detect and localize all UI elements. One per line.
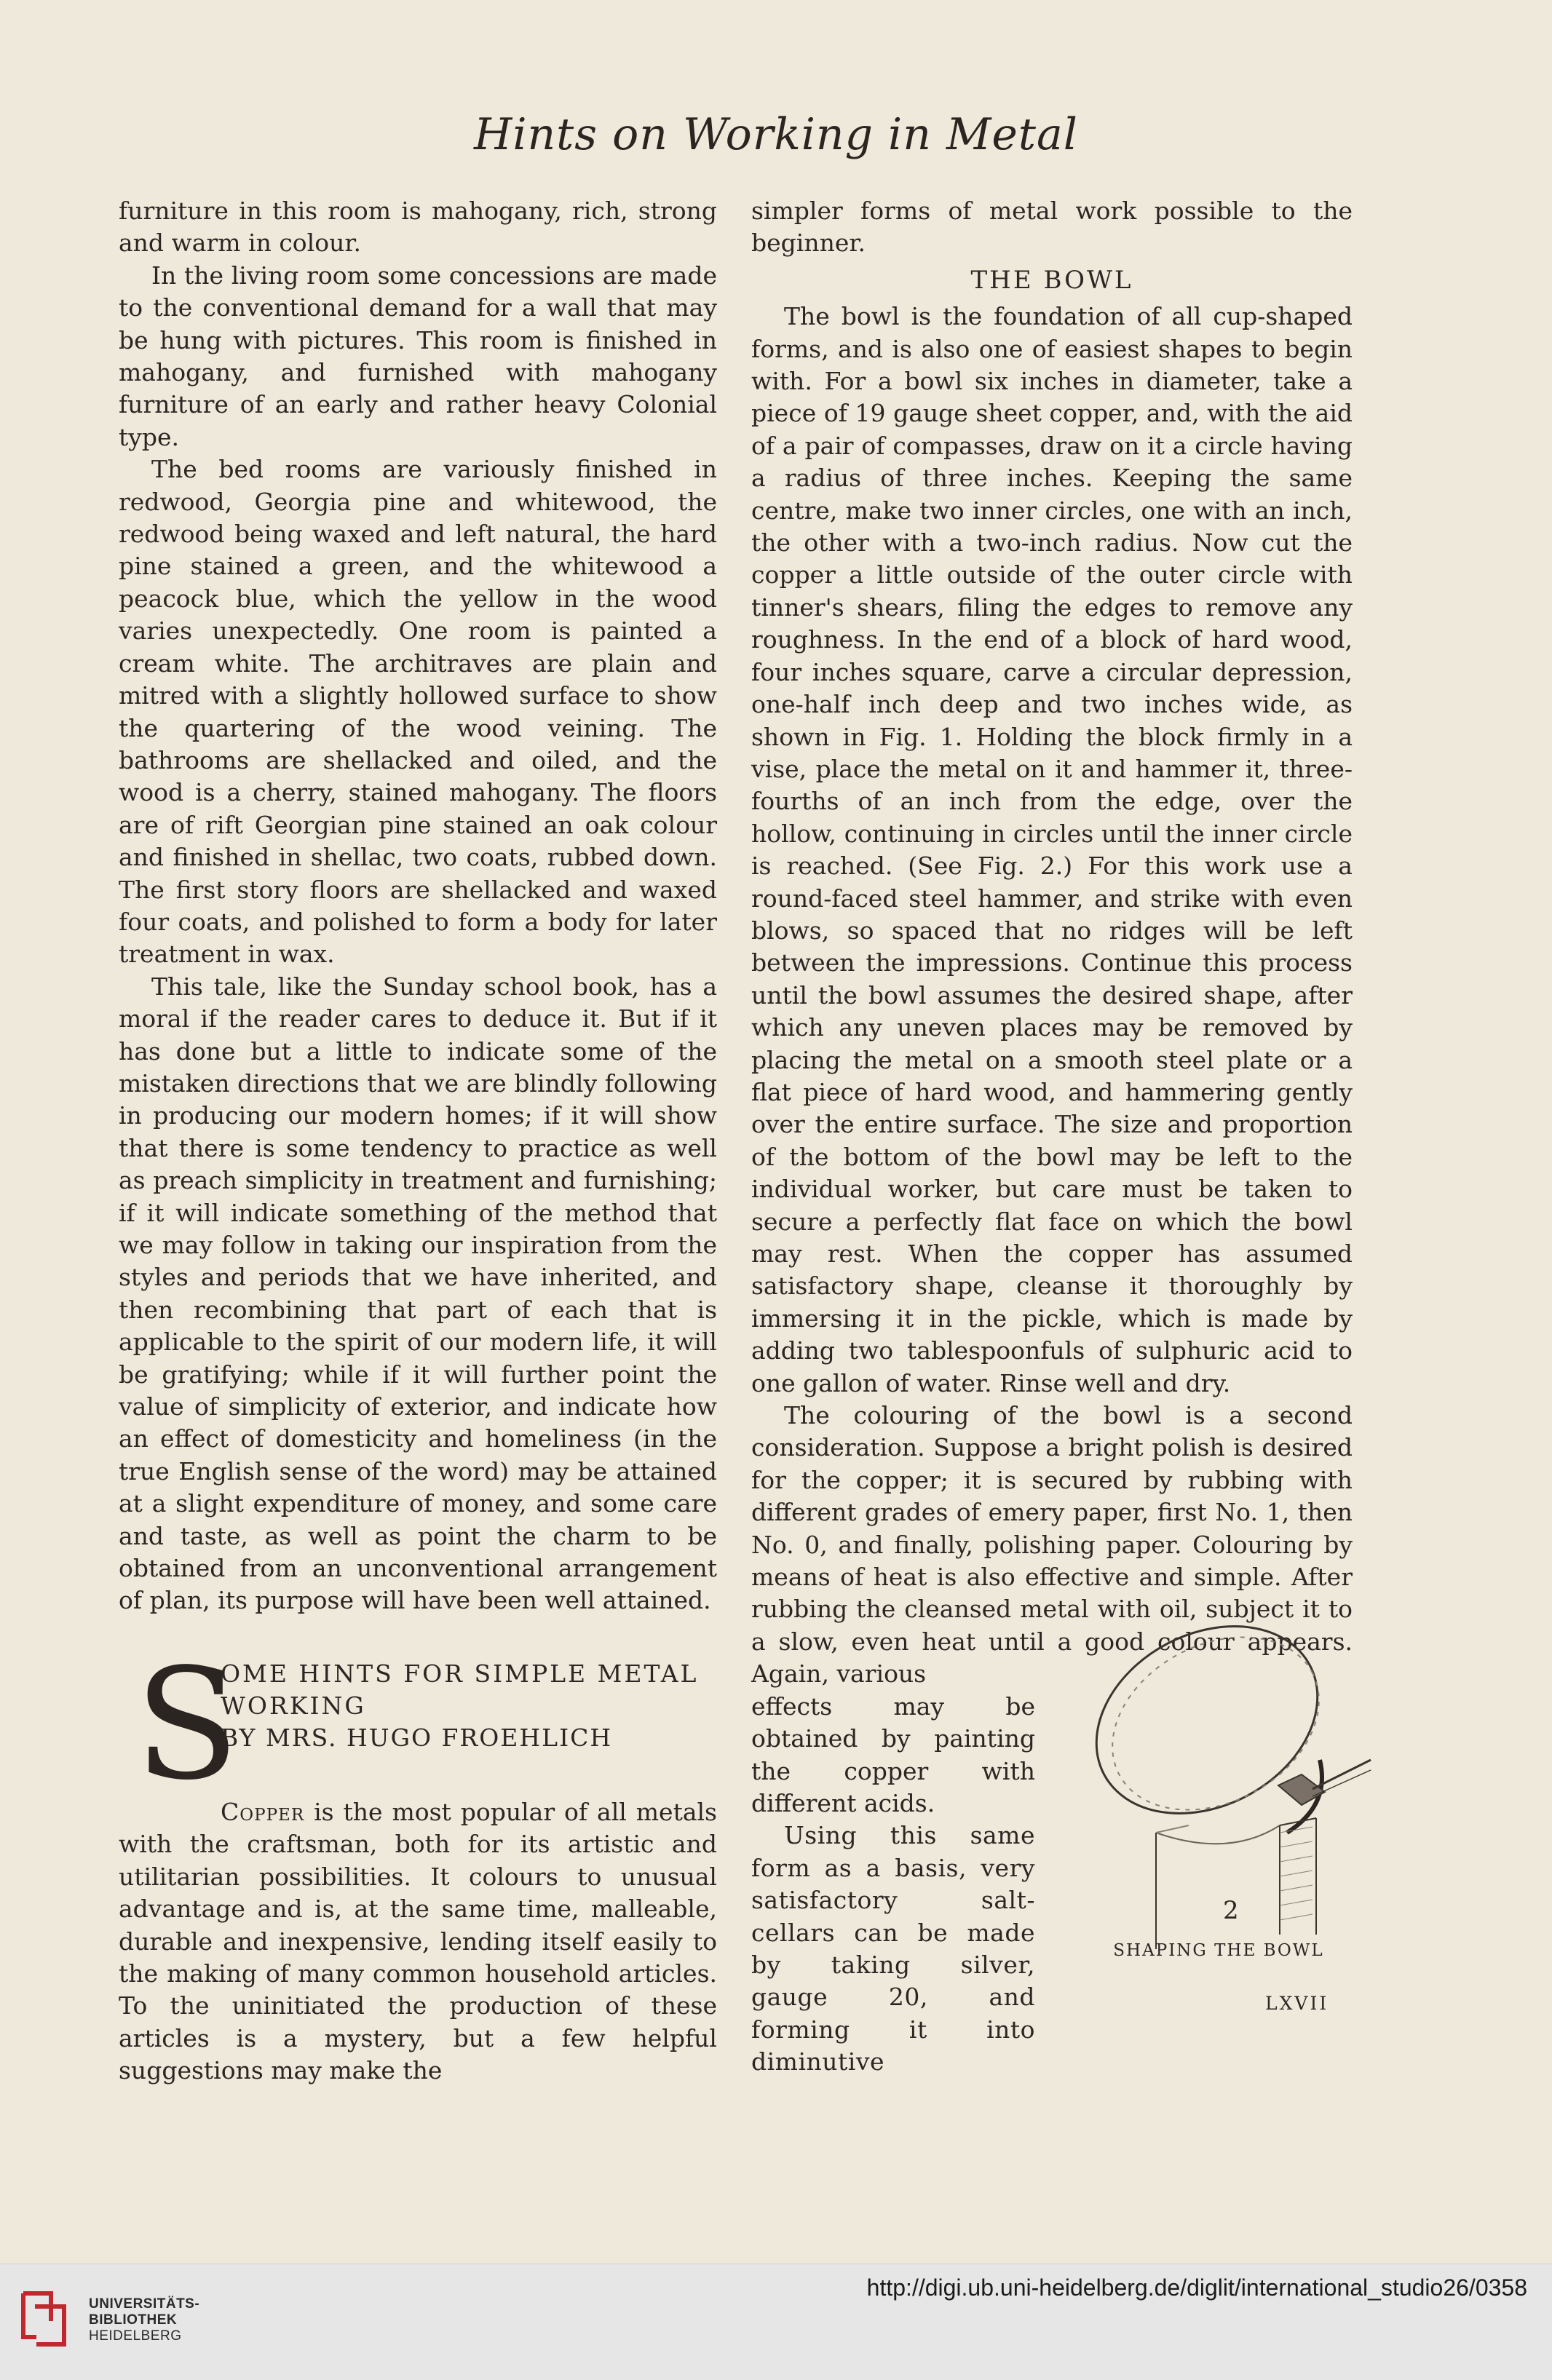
footer-bar — [0, 2264, 1552, 2380]
section-heading: THE BOWL — [970, 265, 1133, 295]
page-title: Hints on Working in Metal — [474, 109, 1078, 160]
figure-caption: SHAPING THE BOWL — [1113, 1941, 1324, 1960]
article-title-line: WORKING — [221, 1691, 366, 1720]
bowl-illustration — [1061, 1614, 1374, 1956]
paragraph: This tale, like the Sunday school book, has a moral if the reader cares to deduce it. But if it has done but a little to indicate some of the mistaken directions that we are blindly following in producing our modern homes; if it will show that there is some tendency to practice as well as preach simplicity in treatment and furnishing; if it will indicate something of the method that we may follow in taking our inspiration from the styles and periods that we have inherited, and then recombining that part of each that is applicable to the spirit of our modern life, it will be gratifying; while if it will further point the value of simplicity of exterior, and indicate how an effect of domesticity and homeliness (in the true English sense of the word) may be attained at a slight expenditure of money, and some care and taste, as well as point the charm to be obtained from an unconventional arrangement of plan, its purpose will have been well attained. — [119, 972, 717, 1615]
figure-number: 2 — [1223, 1896, 1239, 1925]
paragraph: effects may be obtained by painting the copper with different acids. — [751, 1691, 1035, 1817]
paragraph: The bowl is the foundation of all cup-shaped forms, and is also one of easiest shapes to begin with. For a bowl six inches in diameter, take a piece of 19 gauge sheet copper, and, with the aid of a pair of compasses, draw on it a circle having a radius of three inches. Keeping the same centre, make two inner circles, one with an inch, the other with a two-inch radius. Now cut the copper a little outside of the outer circle with tinner's shears, filing the edges to remove any roughness. In the end of a block of hard wood, four inches square, carve a circular depression, one-half inch deep and two inches wide, as shown in Fig. 1. Holding the block firmly in a vise, place the metal on it and hammer it, three-fourths of an inch from the edge, over the hollow, continuing in circles until the inner circle is reached. (See Fig. 2.) For this work use a round-faced steel hammer, and strike with even blows, so spaced that no ridges will be left between the impressions. Continue this process until the bowl assumes the desired shape, after which any uneven places may be removed by placing the metal on a smooth steel plate or a flat piece of hard wood, and hammering gently over the entire surface. The size and proportion of the bottom of the bowl may be left to the individual worker, but care must be taken to secure a perfectly flat face on which the bowl may rest. When the copper has assumed satisfactory shape, cleanse it thoroughly by immersing it in the pickle, which is made by adding two tablespoonfuls of sulphuric acid to one gallon of water. Rinse well and dry. — [751, 302, 1353, 1397]
left-column — [119, 195, 717, 2087]
library-logo-icon — [15, 2279, 74, 2352]
byline: BY MRS. HUGO FROEHLICH — [221, 1723, 613, 1752]
paragraph: The bed rooms are variously finished in redwood, Georgia pine and whitewood, the redwood being waxed and left natural, the hard pine stained a green, and the whitewood a peacock blue, which the yellow in the wood varies unexpectedly. One room is painted a cream white. The architraves are plain and mitred with a slightly hollowed surface to show the quartering of the wood veining. The bathrooms are shellacked and oiled, and the wood is a cherry, stained mahogany. The floors are of rift Georgian pine stained an oak colour and finished in shellac, two coats, rubbed down. The first story floors are shellacked and waxed four coats, and polished to form a body for later treatment in wax. — [119, 455, 717, 969]
figure-shaping-bowl — [1061, 1614, 1374, 1956]
paragraph: The colouring of the bowl is a second consideration. Suppose a bright polish is desired for the copper; it is secured by rubbing with different grades of emery paper, first No. 1, then No. 0, and finally, polishing paper. Colouring by means of heat is also effective and simple. After rubbing the cleansed metal with oil, subject it to a slow, even heat until a good colour appears. Again, various — [751, 1401, 1353, 1689]
article-body — [119, 1796, 717, 2087]
library-name-line: BIBLIOTHEK — [89, 2312, 178, 2328]
lead-word: Copper — [221, 1797, 305, 1826]
paragraph: Using this same form as a basis, very satisfactory salt-cellars can be made by taking silver, gauge 20, and forming it into diminutive — [751, 1821, 1035, 2076]
lead-text: is the most popular of all metals with the craftsman, both for its artistic and utilitarian possibilities. It colours to unusual advantage and is, at the same time, malleable, durable and inexpensive, lending itself easily to the making of many common household articles. To the uninitiated the production of these articles is a mystery, but a few helpful suggestions may make the — [119, 1797, 717, 2085]
source-url-link[interactable]: http://digi.ub.uni-heidelberg.de/diglit/international_studio26/0358 — [866, 2274, 1527, 2301]
paragraph: In the living room some concessions are made to the conventional demand for a wall that may be hung with pictures. This room is finished in mahogany, and furnished with mahogany furniture of an early and rather heavy Colonial type. — [119, 261, 717, 451]
paragraph: simpler forms of metal work possible to the beginner. — [751, 197, 1353, 258]
library-name-line: HEIDELBERG — [89, 2328, 182, 2344]
drop-cap: S — [135, 1635, 239, 1814]
library-name — [89, 2296, 199, 2344]
page-folio: LXVII — [1265, 1993, 1329, 2014]
paragraph: furniture in this room is mahogany, rich, strong and warm in colour. — [119, 197, 717, 258]
article-title-line: OME HINTS FOR SIMPLE METAL — [221, 1659, 699, 1688]
lead-paragraph — [119, 1796, 717, 2087]
article-title — [221, 1658, 716, 1754]
library-name-line: UNIVERSITÄTS- — [89, 2296, 200, 2312]
